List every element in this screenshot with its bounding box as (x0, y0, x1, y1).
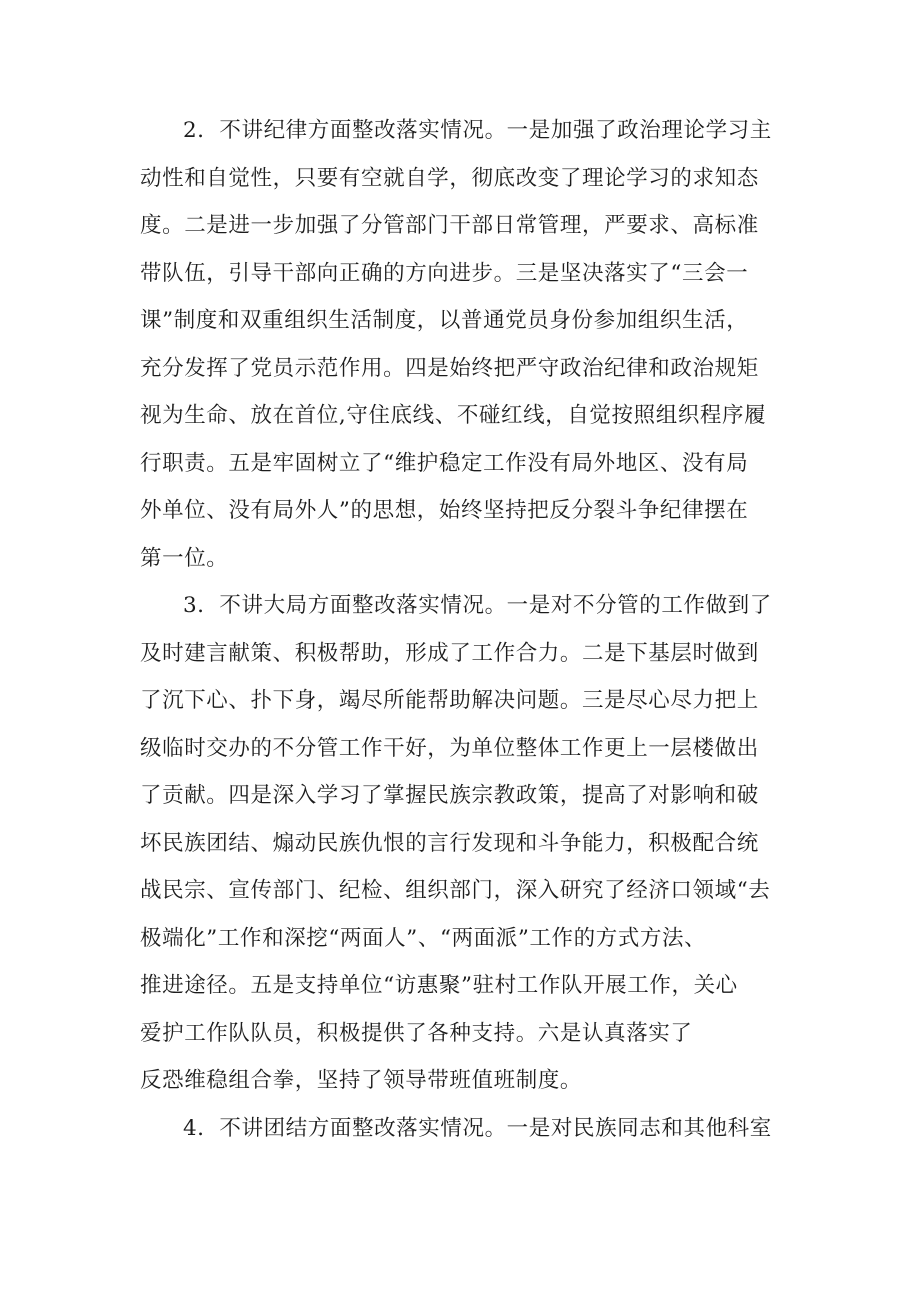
paragraph-line: 爱护工作队队员，积极提供了各种支持。六是认真落实了 (140, 1020, 693, 1046)
paragraph-line: 带队伍，引导干部向正确的方向进步。三是坚决落实了“三会一 (140, 260, 749, 286)
paragraph-line: 了贡献。四是深入学习了掌握民族宗教政策，提高了对影响和破 (140, 783, 759, 808)
paragraph-unity (140, 1105, 800, 1153)
paragraph-line: 第一位。 (140, 545, 229, 571)
paragraph-overall-situation (140, 582, 800, 1105)
paragraph-line: 视为生命、放在首位,守住底线、不碰红线，自觉按照组织程序履 (140, 403, 767, 428)
paragraph-line: 极端化”工作和深挖“两面人”、“两面派”工作的方式方法、 (140, 925, 707, 951)
paragraph-line: 及时建言献策、积极帮助，形成了工作合力。二是下基层时做到 (140, 640, 759, 666)
paragraph-line: 推进途径。五是支持单位“访惠聚”驻村工作队开展工作，关心 (140, 973, 738, 998)
paragraph-line: 级临时交办的不分管工作干好，为单位整体工作更上一层楼做出 (140, 735, 759, 761)
paragraph-line: 坏民族团结、煽动民族仇恨的言行发现和斗争能力，积极配合统 (140, 830, 759, 856)
paragraph-line: 战民宗、宣传部门、纪检、组织部门，深入研究了经济口领域“去 (140, 878, 771, 903)
paragraph-discipline (140, 107, 800, 582)
paragraph-line: 充分发挥了党员示范作用。四是始终把严守政治纪律和政治规矩 (140, 355, 759, 381)
paragraph-line: 行职责。五是牢固树立了“维护稳定工作没有局外地区、没有局 (140, 450, 749, 476)
paragraph-line: 课”制度和双重组织生活制度，以普通党员身份参加组织生活， (140, 308, 749, 333)
paragraph-line: 动性和自觉性，只要有空就自学，彻底改变了理论学习的求知态 (140, 165, 759, 191)
paragraph-line: 3．不讲大局方面整改落实情况。一是对不分管的工作做到了 (183, 593, 772, 618)
paragraph-line: 反恐维稳组合拳，坚持了领导带班值班制度。 (140, 1068, 583, 1093)
paragraph-line: 外单位、没有局外人”的思想，始终坚持把反分裂斗争纪律摆在 (140, 498, 749, 523)
paragraph-line: 度。二是进一步加强了分管部门干部日常管理，严要求、高标准 (140, 213, 759, 238)
document-body (140, 107, 800, 1152)
paragraph-line: 4．不讲团结方面整改落实情况。一是对民族同志和其他科室 (183, 1115, 772, 1141)
paragraph-line: 了沉下心、扑下身，竭尽所能帮助解决问题。三是尽心尽力把上 (140, 688, 759, 713)
paragraph-line: 2．不讲纪律方面整改落实情况。一是加强了政治理论学习主 (183, 118, 772, 143)
